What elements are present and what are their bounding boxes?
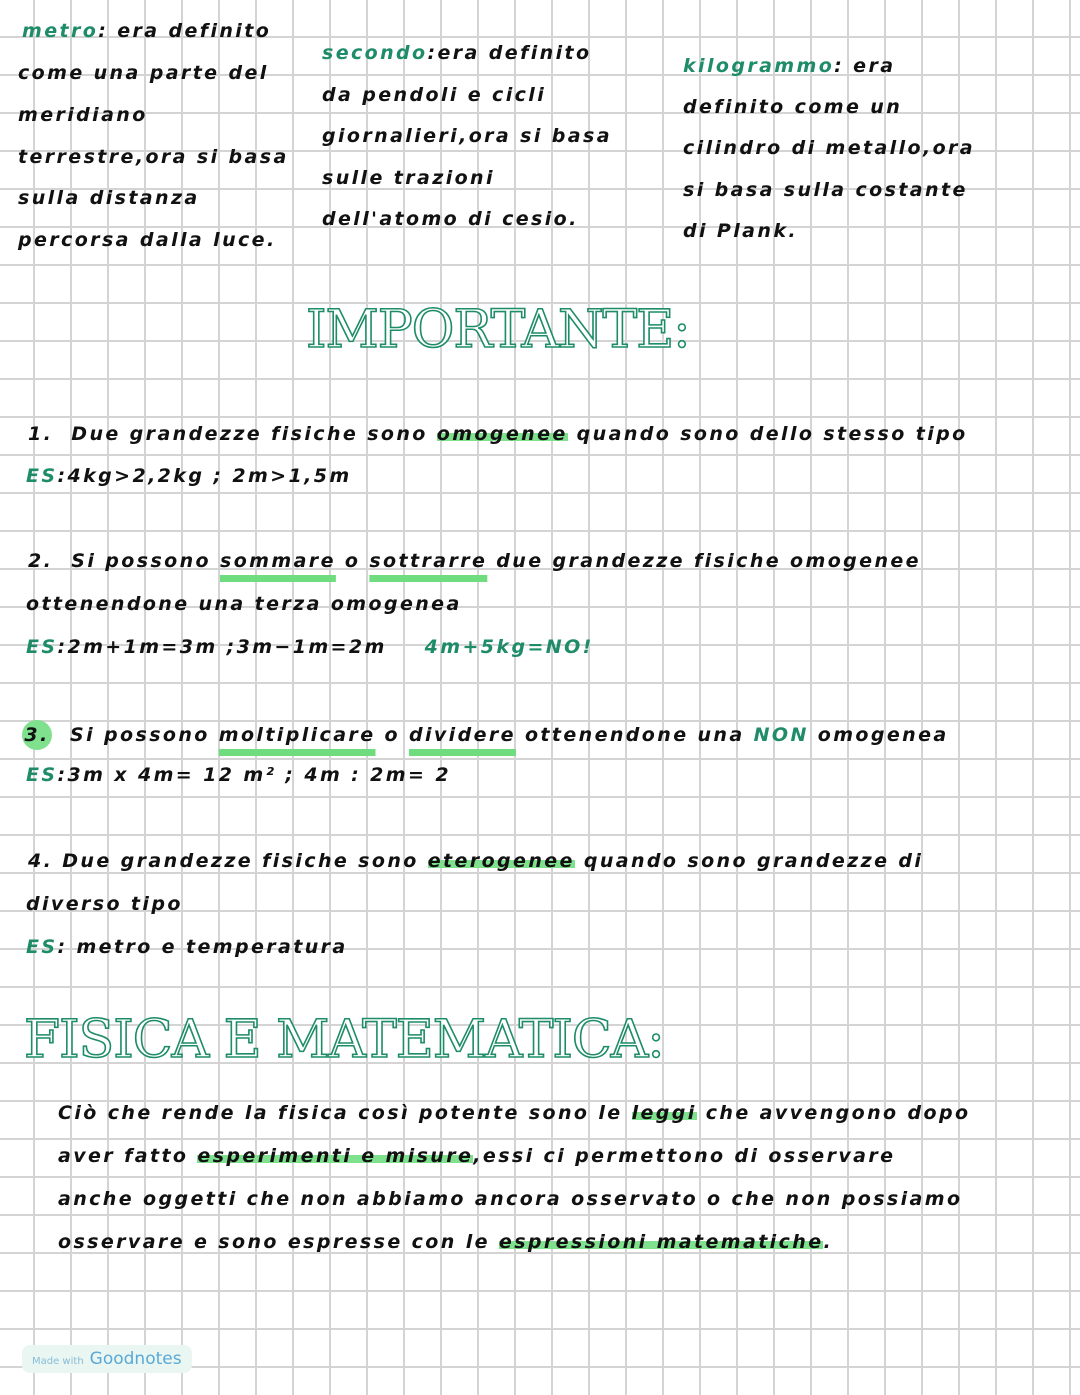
- heading-fisica-matematica: FISICA E MATEMATICA:: [24, 1010, 664, 1070]
- item-4: 4. Due grandezze fisiche sono eterogenee quando sono grandezze di: [28, 850, 924, 872]
- goodnotes-badge: Made with Goodnotes: [22, 1345, 192, 1373]
- example-2: ES:2m+1m=3m ;3m−1m=2m 4m+5kg=NO!: [26, 636, 594, 658]
- example-1: ES:4kg>2,2kg ; 2m>1,5m: [26, 465, 352, 487]
- term-kilogrammo: kilogrammo: [683, 55, 835, 77]
- term-metro: metro: [22, 20, 99, 42]
- example-4: ES: metro e temperatura: [26, 936, 348, 958]
- term-secondo: secondo: [322, 42, 428, 64]
- item-1: 1. Due grandezze fisiche sono omogenee quando sono dello stesso tipo: [28, 423, 968, 445]
- item-2: 2. Si possono sommare o sottrarre due grandezze fisiche omogenee: [28, 550, 921, 572]
- item-3: 3. Si possono moltiplicare o dividere ottenendone una NON omogenea: [28, 720, 949, 750]
- heading-importante: IMPORTANTE:: [306, 300, 690, 360]
- example-3: ES:3m x 4m= 12 m² ; 4m : 2m= 2: [26, 764, 451, 786]
